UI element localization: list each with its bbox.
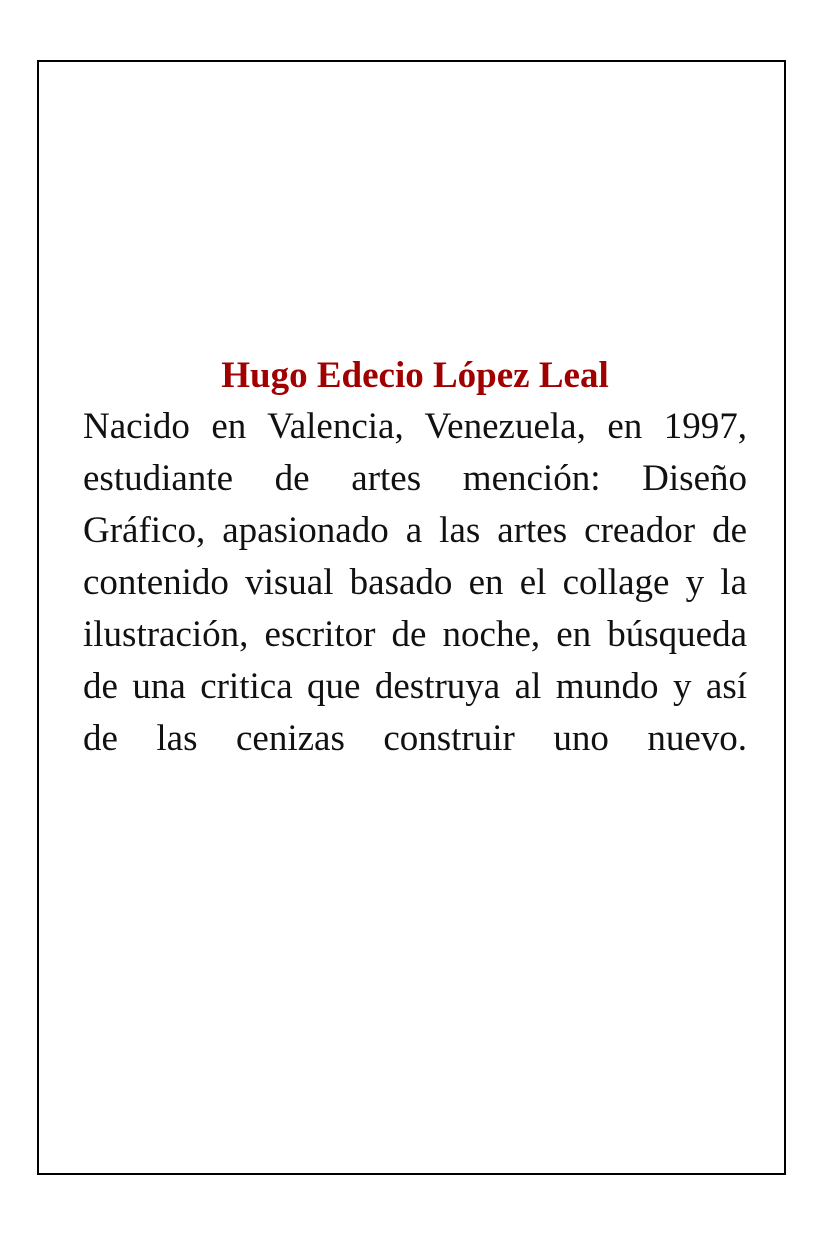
author-bio-paragraph: Nacido en Valencia, Venezuela, en 1997, estudiante de artes mención: Diseño Gráfico, apasionado a las artes creador de contenido visual basado en el collage y la ilustración, escritor de noche, en búsqueda de una critica que destruya al mundo y así de las cenizas construir uno nuevo. <box>83 406 747 759</box>
author-name-heading: Hugo Edecio López Leal <box>221 355 609 396</box>
bio-section <box>83 351 747 765</box>
